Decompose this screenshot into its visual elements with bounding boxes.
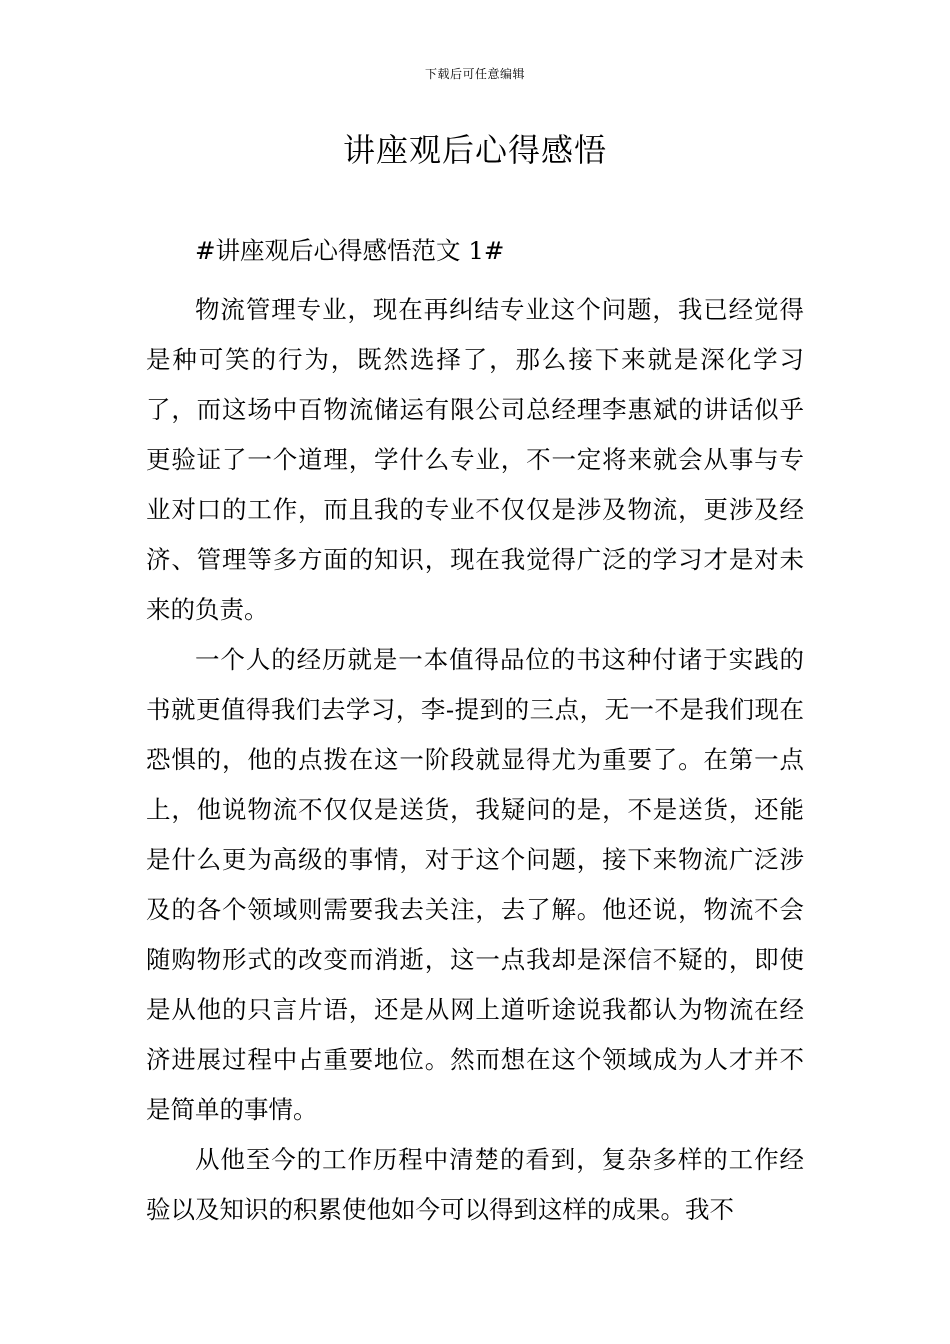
document-title: 讲座观后心得感悟 — [342, 131, 607, 169]
document-body — [146, 226, 804, 1235]
paragraph: 一个人的经历就是一本值得品位的书这种付诸于实践的书就更值得我们去学习，李-提到的三点，无一不是我们现在恐惧的，他的点拨在这一阶段就显得尤为重要了。在第一点上，他说物流不仅仅是送货，我疑问的是，不是送货，还能是什么更为高级的事情，对于这个问题，接下来物流广泛涉及的各个领域则需要我去关注，去了解。他还说，物流不会随购物形式的改变而消逝，这一点我却是深信不疑的，即使是从他的只言片语，还是从网上道听途说我都认为物流在经济进展过程中占重要地位。然而想在这个领域成为人才并不是简单的事情。 — [146, 645, 804, 1124]
header-note: 下载后可任意编辑 — [424, 67, 525, 81]
section-subheading: #讲座观后心得感悟范文 1# — [195, 236, 505, 265]
paragraph: 物流管理专业，现在再纠结专业这个问题，我已经觉得是种可笑的行为，既然选择了，那么接下来就是深化学习了，而这场中百物流储运有限公司总经理李惠斌的讲话似乎更验证了一个道理，学什么专业，不一定将来就会从事与专业对口的工作，而且我的专业不仅仅是涉及物流，更涉及经济、管理等多方面的知识，现在我觉得广泛的学习才是对未来的负责。 — [146, 295, 804, 624]
paragraph: 从他至今的工作历程中清楚的看到，复杂多样的工作经验以及知识的积累使他如今可以得到这样的成果。我不 — [146, 1145, 804, 1224]
